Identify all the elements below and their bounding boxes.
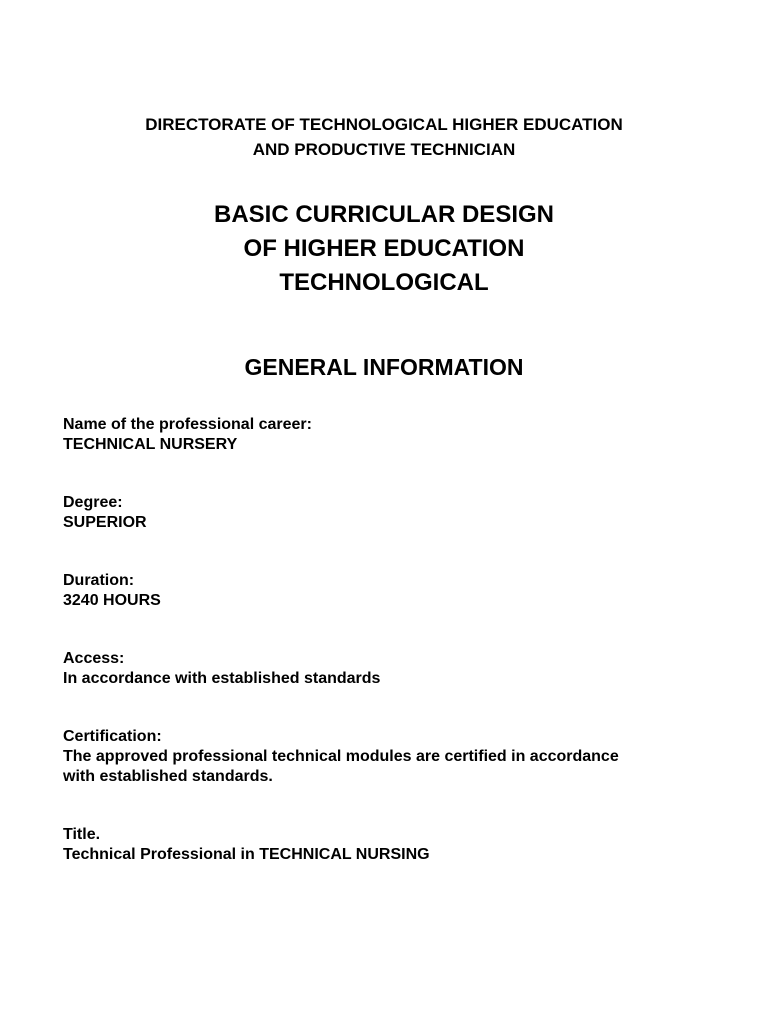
directorate-header [0,112,768,162]
field-career [63,415,703,455]
field-certification [63,727,703,787]
header-line-2: AND PRODUCTIVE TECHNICIAN [252,140,516,159]
field-duration [63,571,703,611]
field-degree [63,493,703,533]
field-career-value: TECHNICAL NURSERY [63,436,238,453]
field-duration-label: Duration: [63,572,135,589]
header-line-1: DIRECTORATE OF TECHNOLOGICAL HIGHER EDUCATION [145,115,623,134]
field-certification-value-line-1: The approved professional technical modules are certified in accordance [63,748,619,765]
title-line-1: BASIC CURRICULAR DESIGN [213,201,554,228]
field-access-label: Access: [63,650,125,667]
field-title [63,825,703,865]
field-certification-value-line-2: with established standards. [63,768,273,785]
field-title-label: Title. [63,826,101,843]
field-duration-value: 3240 HOURS [63,592,161,609]
field-certification-label: Certification: [63,728,162,745]
section-heading: GENERAL INFORMATION [244,354,524,380]
title-line-2: OF HIGHER EDUCATION [243,235,525,262]
field-title-value: Technical Professional in TECHNICAL NURSING [63,846,430,863]
field-access-value: In accordance with established standards [63,670,381,687]
document-title [0,198,768,300]
field-degree-value: SUPERIOR [63,514,147,531]
field-access [63,649,703,689]
title-line-3: TECHNOLOGICAL [279,269,489,296]
field-career-label: Name of the professional career: [63,416,312,433]
field-degree-label: Degree: [63,494,123,511]
